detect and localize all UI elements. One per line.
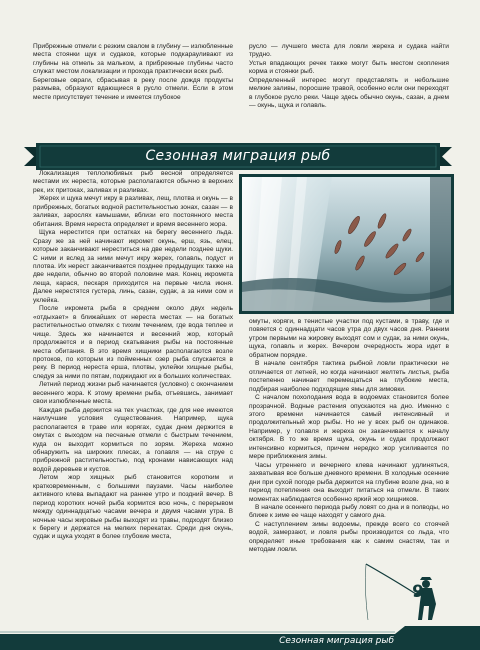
paragraph: Жерех и щука мечут икру в разливах, лещ, плотва и окунь — в прибрежных, богатых водной растительностью зонах, сазан — в заливах, зарослях камышами, вблизи его постоянного места обитания. Время нереста определяет и время весеннего жора. — [33, 195, 233, 228]
paragraph: Локализация теплолюбивых рыб весной определяется местами их нереста, которые располагаются обычно в верхних рек, их притоках, заливах и разливах. — [33, 170, 233, 194]
intro-right-column — [249, 43, 449, 111]
section-banner — [24, 143, 452, 170]
paragraph: Каждая рыба держится на тех участках, где для нее имеются наилучшие условия существования. Например, щука располагается в траве или корягах, судак днем держится в омутах с выходом на песчаные отмели с быстрым течением, куда он выходит кормиться по зорям. Жереха можно обнаружить на широких плесах, а голавля — на струе с прибрежной растительностью, под кронами нависающих над водой деревьев и кустов. — [33, 406, 233, 473]
paragraph: В начале осеннего периода рыбу ловят со дна и в полводы, но ближе к зиме ее чаще находят у самого дна. — [249, 503, 449, 520]
paragraph: С наступлением зимы водоемы, прежде всего со стоячей водой, замерзают, и ловля рыбы производится со льда, что определяет иные требования как к самим снастям, так и методам ловли. — [249, 520, 449, 554]
paragraph: Прибрежные отмели с резким свалом в глубину — излюбленные места стоянки щук и судаков, которые подкарауливают из глубины на отмель за мальком, а прибрежные глубины часто служат местом локализации и прохода практически всех рыб. — [33, 43, 233, 76]
paragraph: Щука нерестится при остатках на берегу весеннего льда. Сразу же за ней начинают икромет окунь, ерш, язь, елец, которые заканчивают нереститься на две недели позднее щуки. С ними и вслед за ними мечут икру жерех, голавль, подуст и плотва. Их нерест заканчивается позднее предыдущих также на две недели, обычно во второй половине мая. Конец икромета леща, карася, пескаря приходится на первые числа июня. Далее нерестятся густера, линь, сазан, судак, а за ними сом и уклейка. — [33, 229, 233, 304]
paragraph: Летний период жизни рыб начинается (условно) с окончанием весеннего жора. К этому времени рыба, отъевшись, занимает свои излюбленные места. — [33, 381, 233, 406]
footer-title: Сезонная миграция рыб — [279, 636, 394, 646]
photo-frame — [239, 174, 454, 314]
paragraph: Устья впадающих речек также могут быть местом скопления корма и стоянки рыб. — [249, 59, 449, 76]
footer-band-shape — [0, 620, 480, 650]
paragraph: Береговые овраги, сбрасывая в реку после дождя продукты размыва, образуют вдающиеся в русло отмели. Если в этом месте присутствует течение и имеется глубокое — [33, 76, 233, 101]
paragraph: С началом похолодания вода в водоемах становится более прозрачной. Водные растения опускаются на дно. Именно с этого времени начинается самый интенсивный и продолжительный жор рыбы. Но не у всех рыб он одинаков. Например, у голавля и жереха он заканчивается к началу октября. В то же время щука, окунь и судак продолжают интенсивно кормиться, причем нередко жор усиливается по мере приближения зимы. — [249, 394, 449, 461]
body-right-column — [249, 318, 449, 555]
intro-left-column — [33, 43, 233, 102]
paragraph: После икромета рыба в среднем около двух недель «отдыхает» в ближайших от нереста местах — на богатых растительностью отмелях с тихим течением, где вода теплее и чище. Здесь же начинается и весенний жор, который продолжается и в период скатывания рыбы на постоянные места обитания. В это время хищники располагаются возле протоков, по которым из пойменных озер рыба спускается в реку. В период нереста ерша, плотвы, уклейки хищные рыбы, следуя за ними по пятам, поджидают их в больших количествах. — [33, 305, 233, 380]
paragraph: В начале сентября тактика рыбной ловли практически не отличается от летней, но когда начинают желтеть листья, рыба постепенно начинает перемещаться на глубокие места, подбирая наиболее подходящие ямы для зимовки. — [249, 360, 449, 393]
paragraph: омуты, коряги, в тенистые участки под кустами, в траву, где и повяется с одиннадцати часов утра до двух часов дня. Ранним утром первыми на жировку выходят сом и судак, за ними окунь, щука, голавль и жерех. Вечером очередность жора идет в обратном порядке. — [249, 318, 449, 359]
section-title: Сезонная миграция рыб — [145, 148, 331, 164]
body-left-column — [33, 170, 233, 542]
salmon-waterfall-photo — [242, 177, 451, 311]
paragraph: Определенный интерес могут представлять и небольшие мелкие заливы, поросшие травой, особенно если они переходят в глубокое русло реки. Чаще здесь обычно окунь, сазан, а днем — окунь, щука и голавль. — [249, 76, 449, 110]
page-footer — [0, 620, 480, 650]
paragraph: Летом жор хищных рыб становится коротким и кратковременным, с большими паузами. Часы наиболее активного клева выпадают на раннее утро и поздний вечер. В период коротких ночей рыба кормится всю ночь, с перерывом между одиннадцатью часами вечера и двумя часами утра. В ночные часы жировые рыбы выходят из травы, подходят близко к берегу и держатся на мелких перекатах. Среди дня окунь, судак и щука уходят в более глубокие места, — [33, 474, 233, 541]
page-number: 9 — [412, 582, 424, 602]
paragraph: русло — лучшего места для ловли жереха и судака найти трудно. — [249, 43, 449, 59]
paragraph: Часы утреннего и вечернего клева начинают удлиняться, захватывая все больше дневного времени. В холодные осенние дни при сухой погоде рыба держится на глубине возле дна, но в период потепления она выходит питаться на отмели. В таких моментах наблюдается особенно яркий жор хищников. — [249, 461, 449, 503]
